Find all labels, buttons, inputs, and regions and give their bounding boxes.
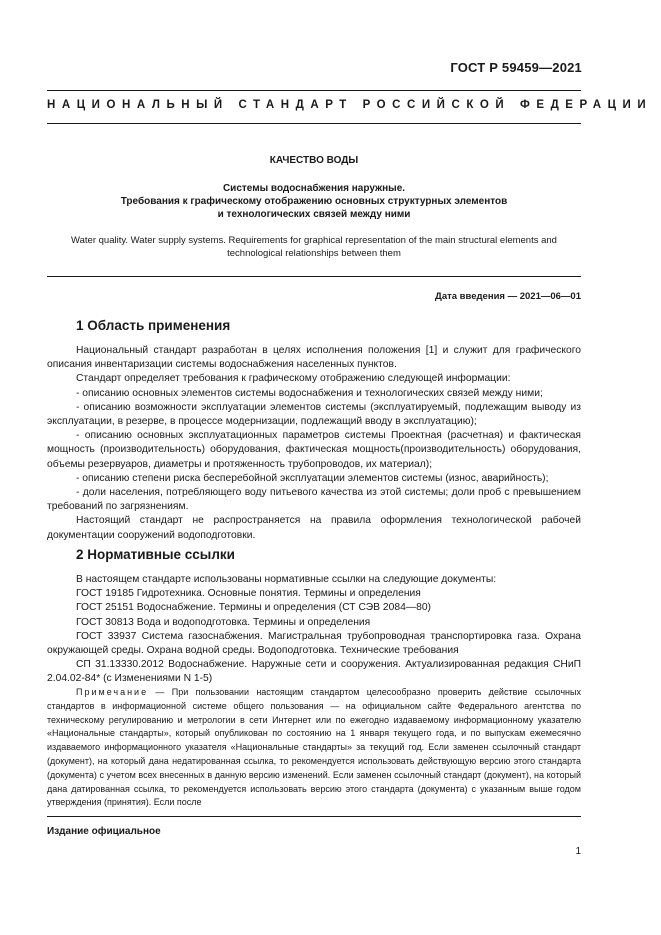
paragraph: В настоящем стандарте использованы нормативные ссылки на следующие документы:: [76, 574, 497, 585]
section-2-body: [47, 573, 581, 687]
footer-rule: [47, 816, 581, 817]
title-rule: [47, 123, 581, 124]
paragraph: Национальный стандарт разработан в целях исполнения положения [1] и служит для графического описания инвентаризации системы водоснабжения населенных пунктов.: [47, 345, 581, 371]
note-text: — При пользовании настоящим стандартом целесообразно проверить действие ссылочных стандартов в информационной системе общего пользования — на официальном сайте Федерального агентства по техническому регулированию и метрологии в сети Интернет или по ежегодно издаваемому информационному указателю «Национальные стандарты», который опубликован по состоянию на 1 января текущего года, и по выпускам ежемесячно издаваемого информационного указателя «Национальные стандарты» за текущий год. Если заменен ссылочный стандарт (документ), на который дана недатированная ссылка, то рекомендуется использовать действующую версию этого стандарта (документа) с учетом всех внесенных в данную версию изменений. Если заменен ссылочный стандарт (документ), на который дана датированная ссылка, то рекомендуется использовать версию этого стандарта (документа) с указанным выше годом утверждения (принятия). Если после: [47, 687, 581, 808]
national-standard-title: НАЦИОНАЛЬНЫЙ СТАНДАРТ РОССИЙСКОЙ ФЕДЕРАЦИИ: [47, 99, 653, 111]
reference-item: ГОСТ 19185 Гидротехника. Основные понятия. Термины и определения: [76, 588, 421, 600]
subtitle-line: и технологических связей между ними: [217, 209, 411, 220]
section-1-body: [47, 344, 581, 543]
section-1-heading: 1 Область применения: [76, 318, 231, 333]
paragraph: Настоящий стандарт не распространяется на правила оформления технологической рабочей документации сооружений водоподготовки.: [47, 515, 581, 541]
reference-item: ГОСТ 30813 Вода и водоподготовка. Термины и определения: [76, 616, 371, 628]
document-title: КАЧЕСТВО ВОДЫ: [269, 155, 359, 166]
subtitle-line: Системы водоснабжения наружные.: [222, 183, 406, 194]
english-title-line: Water quality. Water supply systems. Requirements for graphical representation of the main structural elements and: [71, 235, 557, 246]
list-item: - описанию возможности эксплуатации элементов системы (эксплуатируемый, подлежащим выводу из эксплуатации, в резерве, в процессе модернизации, подлежащий вводу в эксплуатацию);: [47, 401, 581, 428]
reference-item: ГОСТ 33937 Система газоснабжения. Магистральная трубопроводная транспортировка газа. Охрана окружающей среды. Охрана водной среды. Водоподготовка. Технические требования: [47, 630, 581, 657]
page-number: 1: [575, 846, 581, 857]
english-title: [47, 234, 581, 260]
list-item: - описанию степени риска бесперебойной эксплуатации элементов системы (износ, аварийность);: [76, 472, 549, 484]
document-subtitle: [47, 182, 581, 221]
list-item: - доли населения, потребляющего воду питьевого качества из этой системы; доли проб с превышением требований по загрязнениям.: [47, 487, 581, 513]
paragraph: Стандарт определяет требования к графическому отображению следующей информации:: [76, 373, 511, 385]
reference-item: ГОСТ 25151 Водоснабжение. Термины и определения (СТ СЭВ 2084—80): [76, 602, 431, 614]
note: [47, 686, 581, 810]
date-rule: [47, 276, 581, 277]
standard-code: ГОСТ Р 59459—2021: [450, 60, 582, 75]
note-label: Примечание: [76, 687, 149, 697]
english-title-line: technological relationships between them: [227, 248, 401, 259]
introduction-date: Дата введения — 2021—06—01: [435, 291, 581, 302]
list-item: - описанию основных эксплуатационных параметров системы Проектная (расчетная) и фактическая мощность (производительность) оборудования, фактическая мощность(производительность) оборудования, объемы резервуаров, диаметры и протяженность трубопроводов, их материал);: [47, 430, 581, 470]
top-rule: [47, 90, 581, 91]
edition-label: Издание официальное: [47, 826, 161, 837]
subtitle-line: Требования к графическому отображению основных структурных элементов: [120, 196, 508, 207]
list-item: - описанию основных элементов системы водоснабжения и технологических связей между ними;: [76, 387, 543, 399]
section-2-heading: 2 Нормативные ссылки: [76, 547, 235, 562]
reference-item: СП 31.13330.2012 Водоснабжение. Наружные сети и сооружения. Актуализированная редакция СНиП 2.04.02-84* (с Изменениями N 1-5): [47, 659, 581, 685]
